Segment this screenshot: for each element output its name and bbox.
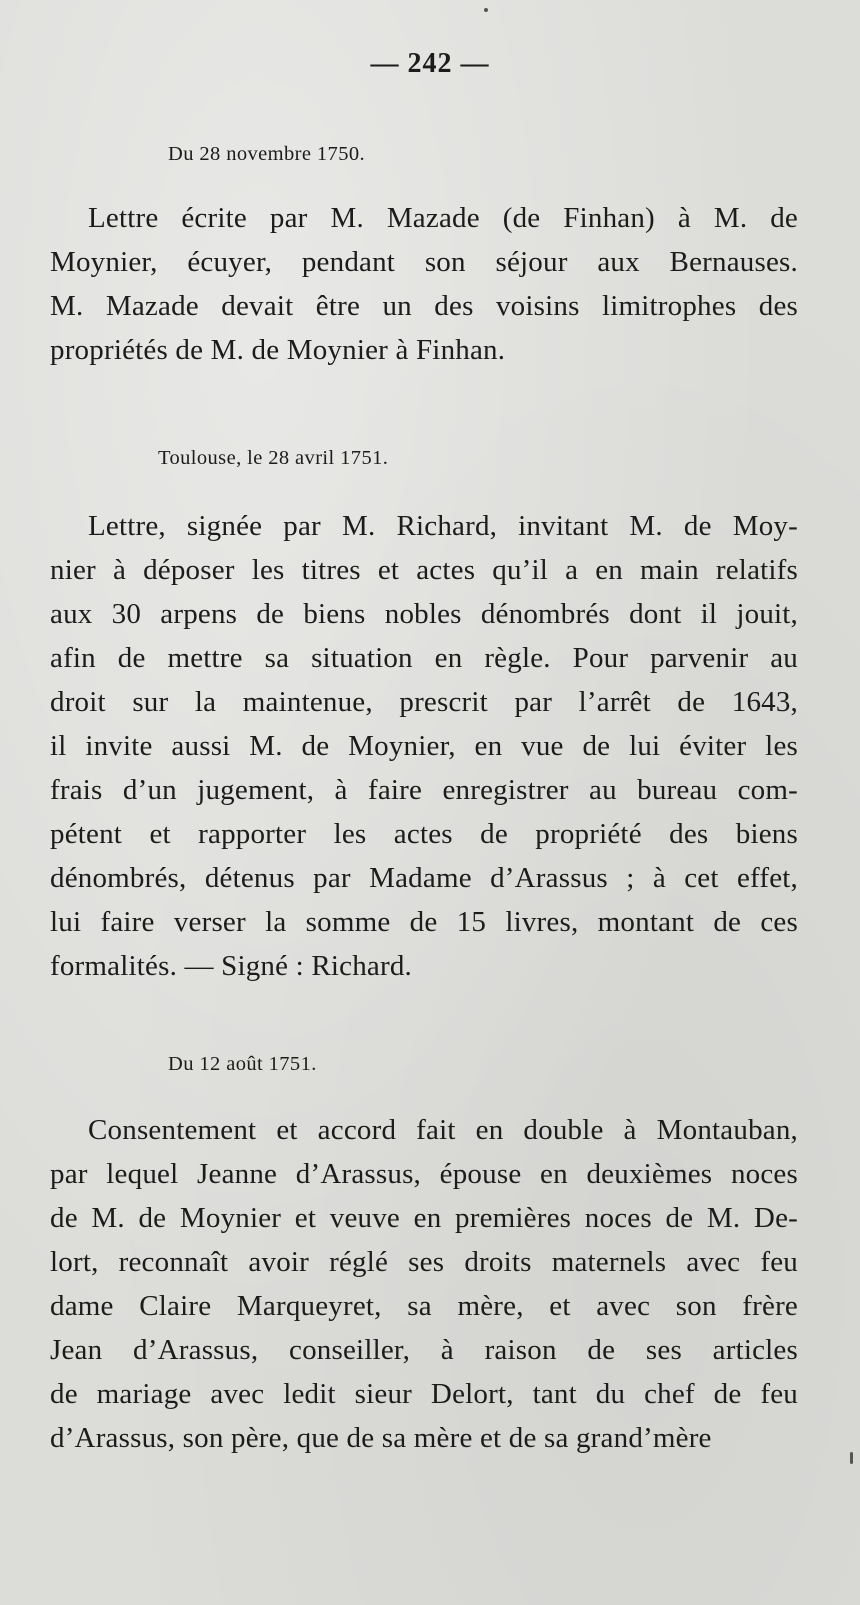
text-line: M. Mazade devait être un des voisins limitrophes des <box>50 290 798 322</box>
text-line: de M. de Moynier et veuve en premières noces de M. De- <box>50 1202 798 1234</box>
text-line: droit sur la maintenue, prescrit par l’arrêt de 1643, <box>50 686 798 718</box>
text-line: lort, reconnaît avoir réglé ses droits maternels avec feu <box>50 1246 798 1278</box>
text-line: Moynier, écuyer, pendant son séjour aux Bernauses. <box>50 246 798 278</box>
text-line: aux 30 arpens de biens nobles dénombrés dont il jouit, <box>50 598 798 630</box>
text-line: pétent et rapporter les actes de propriété des biens <box>50 818 798 850</box>
entry-body <box>50 196 798 372</box>
text-line: Lettre écrite par M. Mazade (de Finhan) à M. de <box>88 202 798 234</box>
text-line: dame Claire Marqueyret, sa mère, et avec son frère <box>50 1290 798 1322</box>
text-line: il invite aussi M. de Moynier, en vue de lui éviter les <box>50 730 798 762</box>
text-line: propriétés de M. de Moynier à Finhan. <box>50 334 506 366</box>
text-line: par lequel Jeanne d’Arassus, épouse en deuxièmes noces <box>50 1158 798 1190</box>
entry-date: Du 28 novembre 1750. <box>168 143 366 165</box>
text-line: de mariage avec ledit sieur Delort, tant du chef de feu <box>50 1378 798 1410</box>
print-speck <box>850 1452 853 1464</box>
text-line: d’Arassus, son père, que de sa mère et de sa grand’mère <box>50 1422 712 1454</box>
page-number: — 242 — <box>370 48 490 79</box>
text-line: lui faire verser la somme de 15 livres, montant de ces <box>50 906 798 938</box>
text-line: Lettre, signée par M. Richard, invitant M. de Moy- <box>88 510 798 542</box>
entry-date: Du 12 août 1751. <box>168 1053 317 1075</box>
text-line: Consentement et accord fait en double à Montauban, <box>88 1114 798 1146</box>
text-line: Jean d’Arassus, conseiller, à raison de ses articles <box>50 1334 798 1366</box>
text-line: dénombrés, détenus par Madame d’Arassus ; à cet effet, <box>50 862 798 894</box>
text-line: formalités. — Signé : Richard. <box>50 950 412 982</box>
text-line: nier à déposer les titres et actes qu’il a en main relatifs <box>50 554 798 586</box>
print-speck <box>484 8 488 12</box>
entry-body <box>50 1108 798 1460</box>
text-line: frais d’un jugement, à faire enregistrer au bureau com- <box>50 774 798 806</box>
entry-body <box>50 504 798 988</box>
text-line: afin de mettre sa situation en règle. Pour parvenir au <box>50 642 798 674</box>
entry-date: Toulouse, le 28 avril 1751. <box>158 447 389 469</box>
